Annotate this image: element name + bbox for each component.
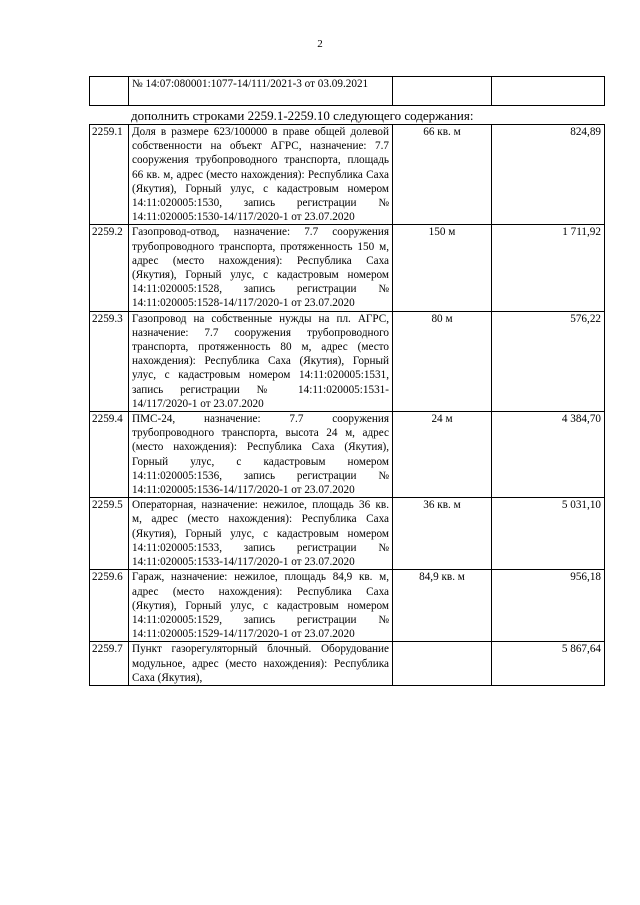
row-area	[393, 77, 492, 106]
row-description: Газопровод на собственные нужды на пл. АГРС, назначение: 7.7 сооружения трубопроводного транспорта, протяженность 80 м, адрес (место нахождения): Республика Саха (Якутия), Горный улус, с кадастровым номером 14:11:020005:1531, запись регистрации № 14:11:020005:1531-14/117/2020-1 от 23.07.2020	[129, 311, 393, 411]
table-row	[90, 225, 605, 311]
row-price: 5 867,64	[492, 642, 605, 686]
row-number	[90, 77, 129, 106]
row-description: Гараж, назначение: нежилое, площадь 84,9 кв. м, адрес (место нахождения): Республика Саха (Якутия), Горный улус, с кадастровым номером 14:11:020005:1529, запись регистрации № 14:11:020005:1529-14/117/2020-1 от 23.07.2020	[129, 570, 393, 642]
row-description: Пункт газорегуляторный блочный. Оборудование модульное, адрес (место нахождения): Республика Саха (Якутия),	[129, 642, 393, 686]
row-description: Операторная, назначение: нежилое, площадь 36 кв. м, адрес (место нахождения): Республика Саха (Якутия), Горный улус, с кадастровым номером 14:11:020005:1533, запись регистрации № 14:11:020005:1533-14/117/2020-1 от 23.07.2020	[129, 498, 393, 570]
row-price: 1 711,92	[492, 225, 605, 311]
table-row	[90, 311, 605, 411]
table-row	[90, 498, 605, 570]
row-area	[393, 642, 492, 686]
table-row	[90, 125, 605, 225]
row-area: 36 кв. м	[393, 498, 492, 570]
property-table	[89, 124, 605, 686]
page-number: 2	[317, 38, 323, 50]
table-row	[90, 570, 605, 642]
row-description: № 14:07:080001:1077-14/111/2021-3 от 03.09.2021	[129, 77, 393, 106]
amendment-intro-text: дополнить строками 2259.1-2259.10 следующего содержания:	[131, 108, 474, 123]
row-area: 24 м	[393, 412, 492, 498]
table-row	[90, 77, 605, 106]
table-row	[90, 642, 605, 686]
row-number: 2259.4	[90, 412, 129, 498]
row-area: 80 м	[393, 311, 492, 411]
row-number: 2259.1	[90, 125, 129, 225]
row-price: 576,22	[492, 311, 605, 411]
row-price: 4 384,70	[492, 412, 605, 498]
row-description: ПМС-24, назначение: 7.7 сооружения трубопроводного транспорта, высота 24 м, адрес (место нахождения): Республика Саха (Якутия), Горный улус, с кадастровым номером 14:11:020005:1536, запись регистрации № 14:11:020005:1536-14/117/2020-1 от 23.07.2020	[129, 412, 393, 498]
row-price: 5 031,10	[492, 498, 605, 570]
row-area: 150 м	[393, 225, 492, 311]
row-price: 824,89	[492, 125, 605, 225]
row-description: Газопровод-отвод, назначение: 7.7 сооружения трубопроводного транспорта, протяженность 150 м, адрес (место нахождения): Республика Саха (Якутия), Горный улус, с кадастровым номером 14:11:020005:1528, запись регистрации № 14:11:020005:1528-14/117/2020-1 от 23.07.2020	[129, 225, 393, 311]
row-number: 2259.7	[90, 642, 129, 686]
row-area: 66 кв. м	[393, 125, 492, 225]
previous-row-table	[89, 76, 605, 106]
row-area: 84,9 кв. м	[393, 570, 492, 642]
table-row	[90, 412, 605, 498]
row-number: 2259.5	[90, 498, 129, 570]
row-number: 2259.2	[90, 225, 129, 311]
row-number: 2259.3	[90, 311, 129, 411]
row-description: Доля в размере 623/100000 в праве общей долевой собственности на объект АГРС, назначение: 7.7 сооружения трубопроводного транспорта, площадь 66 кв. м, адрес (место нахождения): Республика Саха (Якутия), Горный улус, с кадастровым номером 14:11:020005:1530, запись регистрации № 14:11:020005:1530-14/117/2020-1 от 23.07.2020	[129, 125, 393, 225]
row-number: 2259.6	[90, 570, 129, 642]
row-price: 956,18	[492, 570, 605, 642]
row-price	[492, 77, 605, 106]
